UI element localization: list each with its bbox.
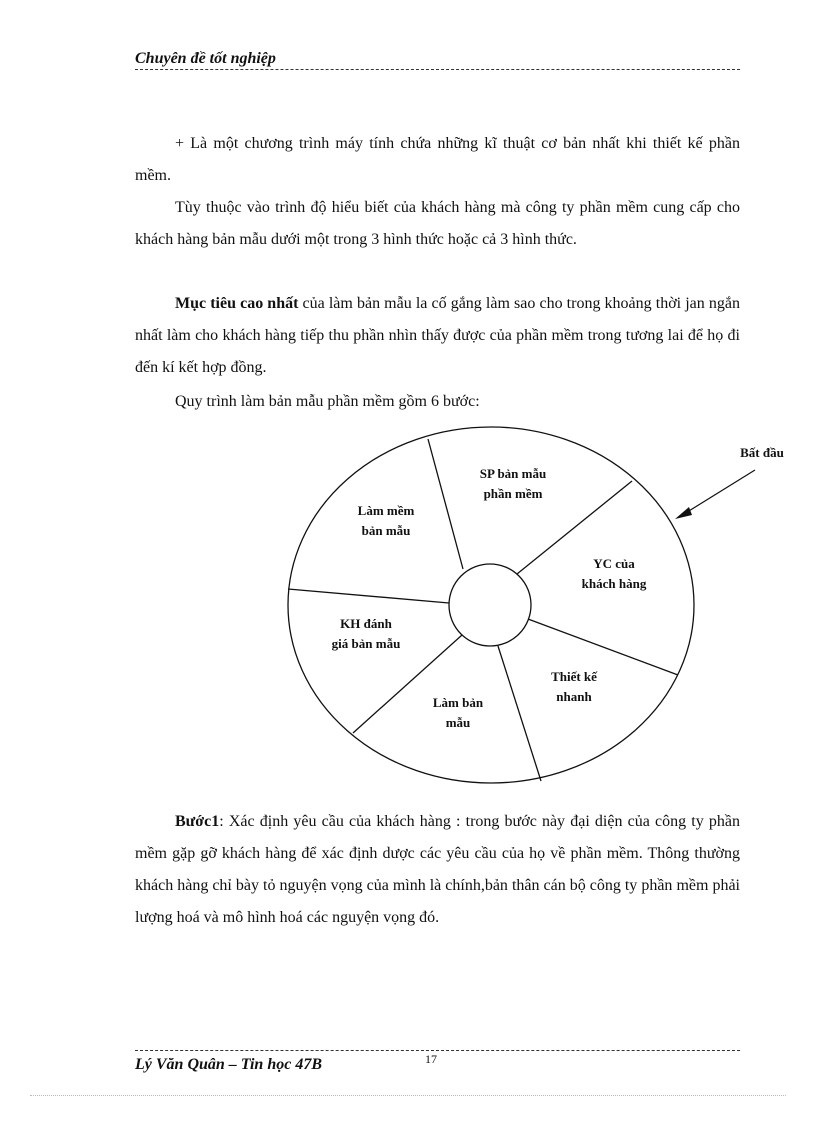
divider-line	[528, 619, 678, 675]
segment-sp-line2: phần mềm	[483, 486, 543, 501]
paragraph-2	[135, 192, 740, 256]
divider-line	[428, 439, 463, 569]
paragraph-3-text: của làm bản mẫu la cố gắng làm sao cho trong khoảng thời jan ngắn nhất làm cho khách hàng tiếp thu phần nhìn thấy được của phần mềm trong tương lai để họ đi đến kí kết hợp đồng.	[135, 295, 740, 376]
paragraph-5-text: : Xác định yêu cầu của khách hàng : trong bước này đại diện của công ty phần mềm gặp gỡ khách hàng để xác định dược các yêu cầu của họ về phần mềm. Thông thường khách hàng chỉ bày tỏ nguyện vọng của mình là chính,bản thân cán bộ công ty phần mềm phải lượng hoá và mô hình hoá các nguyện vọng đó.	[135, 813, 740, 926]
paragraph-4	[175, 386, 480, 418]
segment-lm-line2: bản mẫu	[361, 523, 411, 538]
paragraph-5	[135, 806, 740, 934]
footer-author: Lý Văn Quân – Tin học 47B	[135, 1056, 322, 1073]
segment-sp-line1: SP bản mẫu	[479, 466, 547, 481]
start-arrow	[684, 470, 755, 514]
segment-lbm-line2: mẫu	[445, 715, 471, 730]
footer-rule	[135, 1050, 740, 1051]
center-circle	[449, 564, 531, 646]
divider-line	[288, 589, 449, 603]
segment-yc-line1: YC của	[593, 556, 635, 571]
paragraph-1-text: + Là một chương trình máy tính chứa những kĩ thuật cơ bản nhất khi thiết kế phần mềm.	[135, 135, 740, 184]
segment-yc-line2: khách hàng	[581, 576, 647, 591]
paragraph-4-text: Quy trình làm bản mẫu phần mềm gồm 6 bước:	[175, 393, 480, 410]
page-header	[135, 50, 740, 74]
start-arrow-head	[675, 507, 692, 519]
paragraph-1	[135, 128, 740, 192]
segment-lbm-line1: Làm bản	[432, 695, 484, 710]
page-footer	[135, 1046, 740, 1076]
prototype-cycle-diagram	[280, 420, 800, 800]
segment-lm-line1: Làm mềm	[357, 503, 415, 518]
start-label: Bất đầu	[740, 445, 784, 460]
segment-tk-line2: nhanh	[556, 689, 592, 704]
paragraph-5-bold: Bước1	[175, 813, 220, 830]
divider-line	[498, 646, 541, 781]
paragraph-3	[135, 288, 740, 384]
bottom-dotted-rule	[30, 1095, 786, 1096]
header-title: Chuyên đề tốt nghiệp	[135, 50, 280, 68]
segment-kh-line2: giá bản mẫu	[331, 636, 401, 651]
segment-kh-line1: KH đánh	[340, 616, 392, 631]
segment-tk-line1: Thiết kế	[551, 669, 597, 684]
header-rule	[135, 69, 740, 70]
paragraph-2-text: Tùy thuộc vào trình độ hiểu biết của khách hàng mà công ty phần mềm cung cấp cho khách hàng bản mẫu dưới một trong 3 hình thức hoặc cả 3 hình thức.	[135, 199, 740, 248]
page-number: 17	[425, 1052, 437, 1066]
paragraph-3-bold: Mục tiêu cao nhất	[175, 295, 299, 312]
